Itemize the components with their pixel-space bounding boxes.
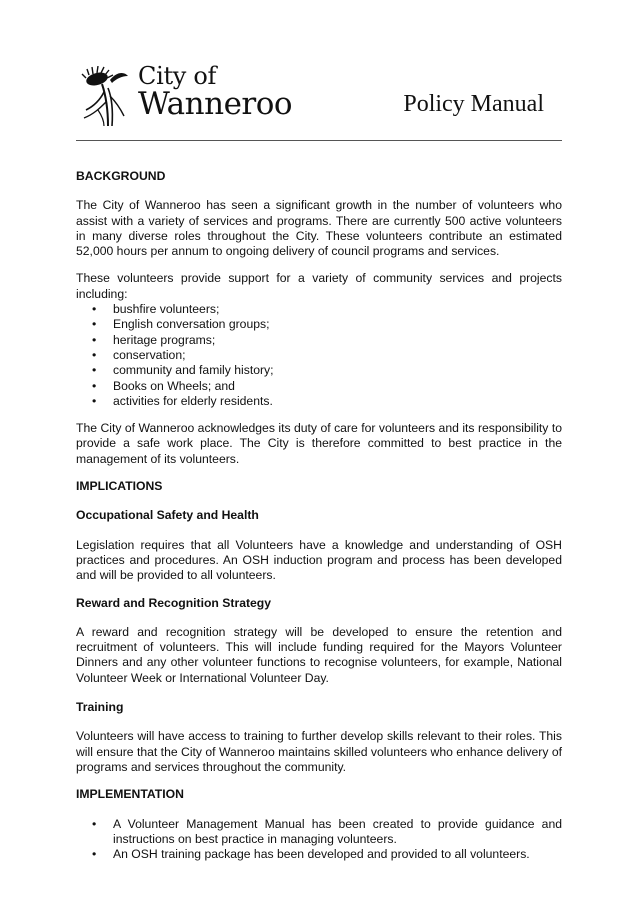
list-item: • English conversation groups; (76, 317, 562, 332)
document-body (76, 169, 562, 862)
reward-paragraph: A reward and recognition strategy will be developed to ensure the retention and recruitment of volunteers. This will include funding required for the Mayors Volunteer Dinners and any other volunteer functions to recognise volunteers, for example, National Volunteer Week or International Volunteer Day. (76, 624, 562, 685)
implications-heading: IMPLICATIONS (76, 479, 163, 494)
list-item: • bushfire volunteers; (76, 302, 562, 317)
city-logo (80, 62, 300, 132)
background-paragraph-1: The City of Wanneroo has seen a significant growth in the number of volunteers who assist with a variety of services and programs. There are currently 500 active volunteers in many diverse roles throughout the City. These volunteers contribute an estimated 52,000 hours per annum to ongoing delivery of council programs and services. (76, 198, 562, 259)
banksia-logo-icon (80, 66, 132, 128)
policy-manual-title: Policy Manual (403, 91, 544, 117)
list-item: • conservation; (76, 348, 562, 363)
background-paragraph-2: These volunteers provide support for a variety of community services and projects including: (76, 271, 562, 301)
background-paragraph-3: The City of Wanneroo acknowledges its duty of care for volunteers and its responsibility to provide a safe work place. The City is therefore committed to best practice in the management of its volunteers. (76, 421, 562, 466)
background-heading: BACKGROUND (76, 169, 166, 183)
implementation-list (76, 817, 562, 863)
list-item: • heritage programs; (76, 333, 562, 348)
implementation-heading: IMPLEMENTATION (76, 787, 184, 802)
reward-heading: Reward and Recognition Strategy (76, 595, 272, 610)
logo-wanneroo: Wanneroo (138, 86, 293, 122)
header-divider (76, 140, 562, 141)
list-item: • activities for elderly residents. (76, 394, 562, 409)
osh-heading: Occupational Safety and Health (76, 508, 259, 523)
logo-city-of: City of (138, 62, 217, 90)
list-item: • community and family history; (76, 363, 562, 378)
training-paragraph: Volunteers will have access to training to further develop skills relevant to their roles. This will ensure that the City of Wanneroo maintains skilled volunteers who enhance delivery of programs and services throughout the community. (76, 729, 562, 774)
list-item: • A Volunteer Management Manual has been created to provide guidance and instructions on best practice in managing volunteers. (76, 817, 562, 848)
list-item: • An OSH training package has been developed and provided to all volunteers. (76, 847, 562, 862)
training-heading: Training (76, 700, 124, 715)
osh-paragraph: Legislation requires that all Volunteers have a knowledge and understanding of OSH practices and procedures. An OSH induction program and process has been developed and will be provided to all volunteers. (76, 537, 562, 583)
list-item: • Books on Wheels; and (76, 379, 562, 394)
services-list (76, 302, 562, 409)
